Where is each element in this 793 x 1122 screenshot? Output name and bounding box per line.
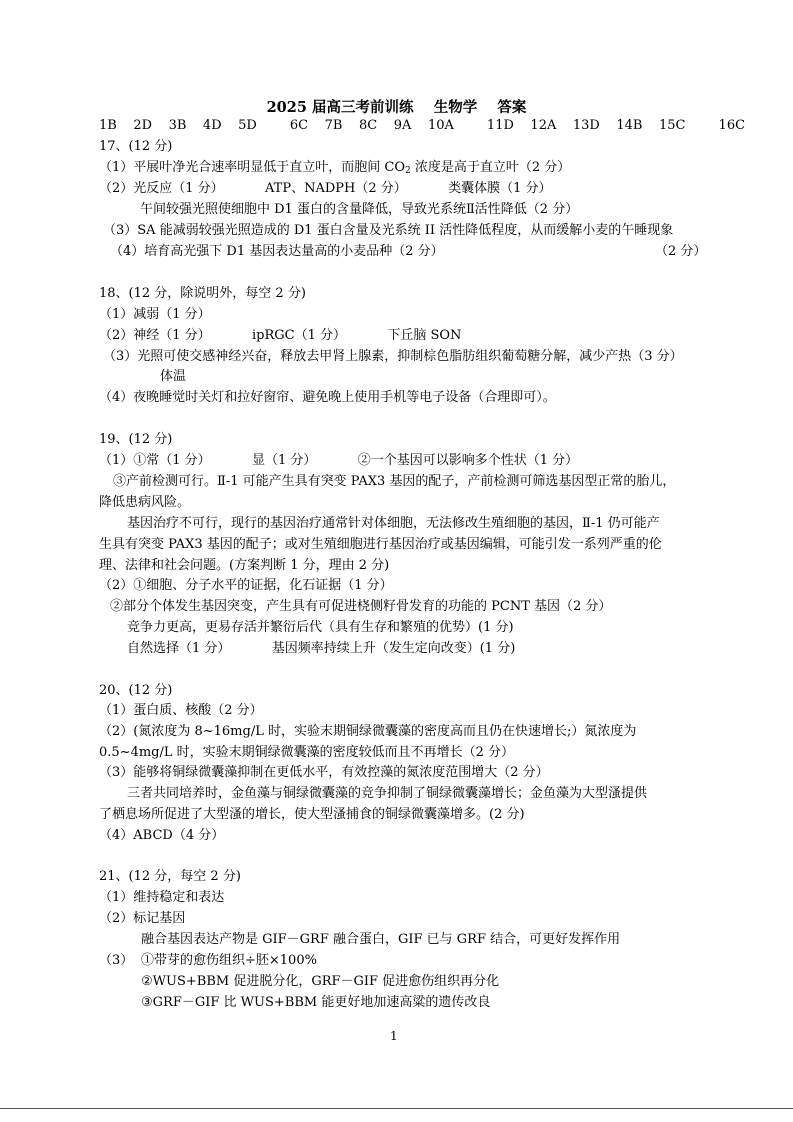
- q19-answer-2-part2: ②部分个体发生基因突变，产生具有可促进桡侧籽骨发育的功能的 PCNT 基因（2 分）: [110, 599, 612, 614]
- q19-answer-1-part3-cont: 降低患病风险。: [99, 495, 191, 510]
- q20-answer-2-cont: 0.5~4mg/L 时，实验末期铜绿微囊藻的密度较低而且不再增长（2 分）: [99, 745, 515, 760]
- q19-answer-1-gene-therapy: 基因治疗不可行，现行的基因治疗通常针对体细胞，无法修改生殖细胞的基因，Ⅱ-1 仍可能产: [127, 516, 660, 531]
- q19-answer-1: （1）①常（1 分） 显（1 分） ②一个基因可以影响多个性状（1 分）: [99, 453, 579, 468]
- q17-answer-1: [99, 159, 570, 180]
- q18-header: 18、(12 分，除说明外，每空 2 分): [99, 286, 306, 301]
- q19-header: 19、(12 分): [99, 432, 173, 447]
- q17-header: 17、(12 分): [99, 139, 173, 154]
- q18-answer-2: （2）神经（1 分） ipRGC（1 分） 下丘脑 SON: [99, 328, 462, 343]
- bottom-rule: [0, 1108, 793, 1109]
- q21-answer-3-label: （3）: [99, 953, 134, 968]
- q20-answer-3-explanation: 三者共同培养时，金鱼藻与铜绿微囊藻的竞争抑制了铜绿微囊藻增长；金鱼藻为大型溞提供: [127, 786, 648, 801]
- q21-answer-1: （1）维持稳定和表达: [99, 890, 225, 905]
- q21-answer-3-part3: ③GRF－GIF 比 WUS+BBM 能更好地加速高粱的遗传改良: [141, 995, 491, 1010]
- q17-answer-4: （4）培育高光强下 D1 基因表达量高的小麦品种（2 分）: [110, 244, 444, 259]
- q17-answer-1-text: （1）平展叶净光合速率明显低于直立叶，而胞间 CO: [99, 160, 406, 175]
- q20-answer-2: （2）(氮浓度为 8~16mg/L 时，实验末期铜绿微囊藻的密度高而且仍在快速增长;）氮浓度为: [99, 724, 637, 739]
- q17-answer-4-score: （2 分）: [655, 244, 707, 259]
- q21-answer-3-part2: ②WUS+BBM 促进脱分化，GRF－GIF 促进愈伤组织再分化: [141, 974, 500, 989]
- q19-answer-1-gene-therapy-cont2: 理、法律和社会问题。(方案判断 1 分，理由 2 分): [99, 558, 390, 573]
- q17-answer-1-tail: 浓度是高于直立叶（2 分）: [410, 160, 571, 175]
- multiple-choice-answers: 1B 2D 3B 4D 5D 6C 7B 8C 9A 10A 11D 12A 13D 14B 15C 16C: [99, 118, 746, 133]
- q20-answer-1: （1）蛋白质、核酸（2 分）: [99, 703, 263, 718]
- q21-header: 21、(12 分，每空 2 分): [99, 869, 241, 884]
- q20-header: 20、(12 分): [99, 683, 173, 698]
- q19-answer-2-part3: 自然选择（1 分） 基因频率持续上升（发生定向改变）(1 分): [127, 641, 516, 656]
- q18-answer-3-extra: 体温: [160, 369, 187, 384]
- q19-answer-2-part2-cont: 竞争力更高，更易存活并繁衍后代（具有生存和繁殖的优势）(1 分): [127, 620, 514, 635]
- co2-subscript: 2: [405, 166, 411, 176]
- q17-answer-2-explanation: 午间较强光照使细胞中 D1 蛋白的含量降低，导致光系统Ⅱ活性降低（2 分）: [140, 202, 579, 217]
- q21-answer-2: （2）标记基因: [99, 911, 186, 926]
- q20-answer-3-explanation-cont: 了栖息场所促进了大型溞的增长，使大型溞捕食的铜绿微囊藻增多。(2 分): [99, 807, 525, 822]
- q19-answer-2: （2）①细胞、分子水平的证据，化石证据（1 分）: [99, 578, 393, 593]
- page-number: 1: [390, 1029, 398, 1043]
- page-title: 2025 届高三考前训练 生物学 答案: [266, 99, 527, 116]
- q18-answer-3: （3）光照可使交感神经兴奋，释放去甲肾上腺素，抑制棕色脂肪组织葡萄糖分解，减少产热（3 分）: [103, 349, 683, 364]
- q20-answer-3: （3）能够将铜绿微囊藻抑制在更低水平，有效控藻的氮浓度范围增大（2 分）: [99, 765, 549, 780]
- q21-answer-2-explanation: 融合基因表达产物是 GIF－GRF 融合蛋白，GIF 已与 GRF 结合，可更好发挥作用: [141, 932, 621, 947]
- q17-answer-3: （3）SA 能减弱较强光照造成的 D1 蛋白含量及光系统 II 活性降低程度，从而缓解小麦的午睡现象: [103, 223, 674, 238]
- q18-answer-4: （4）夜晚睡觉时关灯和拉好窗帘、避免晚上使用手机等电子设备（合理即可）。: [99, 390, 556, 405]
- q21-answer-3-part1: ①带芽的愈伤组织÷胚×100%: [141, 953, 317, 968]
- q18-answer-1: （1）减弱（1 分）: [99, 307, 211, 322]
- q19-answer-1-part3: ③产前检测可行。Ⅱ-1 可能产生具有突变 PAX3 基因的配子，产前检测可筛选基因型正常的胎儿，: [113, 474, 676, 489]
- q19-answer-1-gene-therapy-cont1: 生具有突变 PAX3 基因的配子；或对生殖细胞进行基因治疗或基因编辑，可能引发一系列严重的伦: [99, 537, 662, 552]
- q20-answer-4: （4）ABCD（4 分）: [99, 828, 225, 843]
- q17-answer-2: （2）光反应（1 分） ATP、NADPH（2 分） 类囊体膜（1 分）: [99, 181, 552, 196]
